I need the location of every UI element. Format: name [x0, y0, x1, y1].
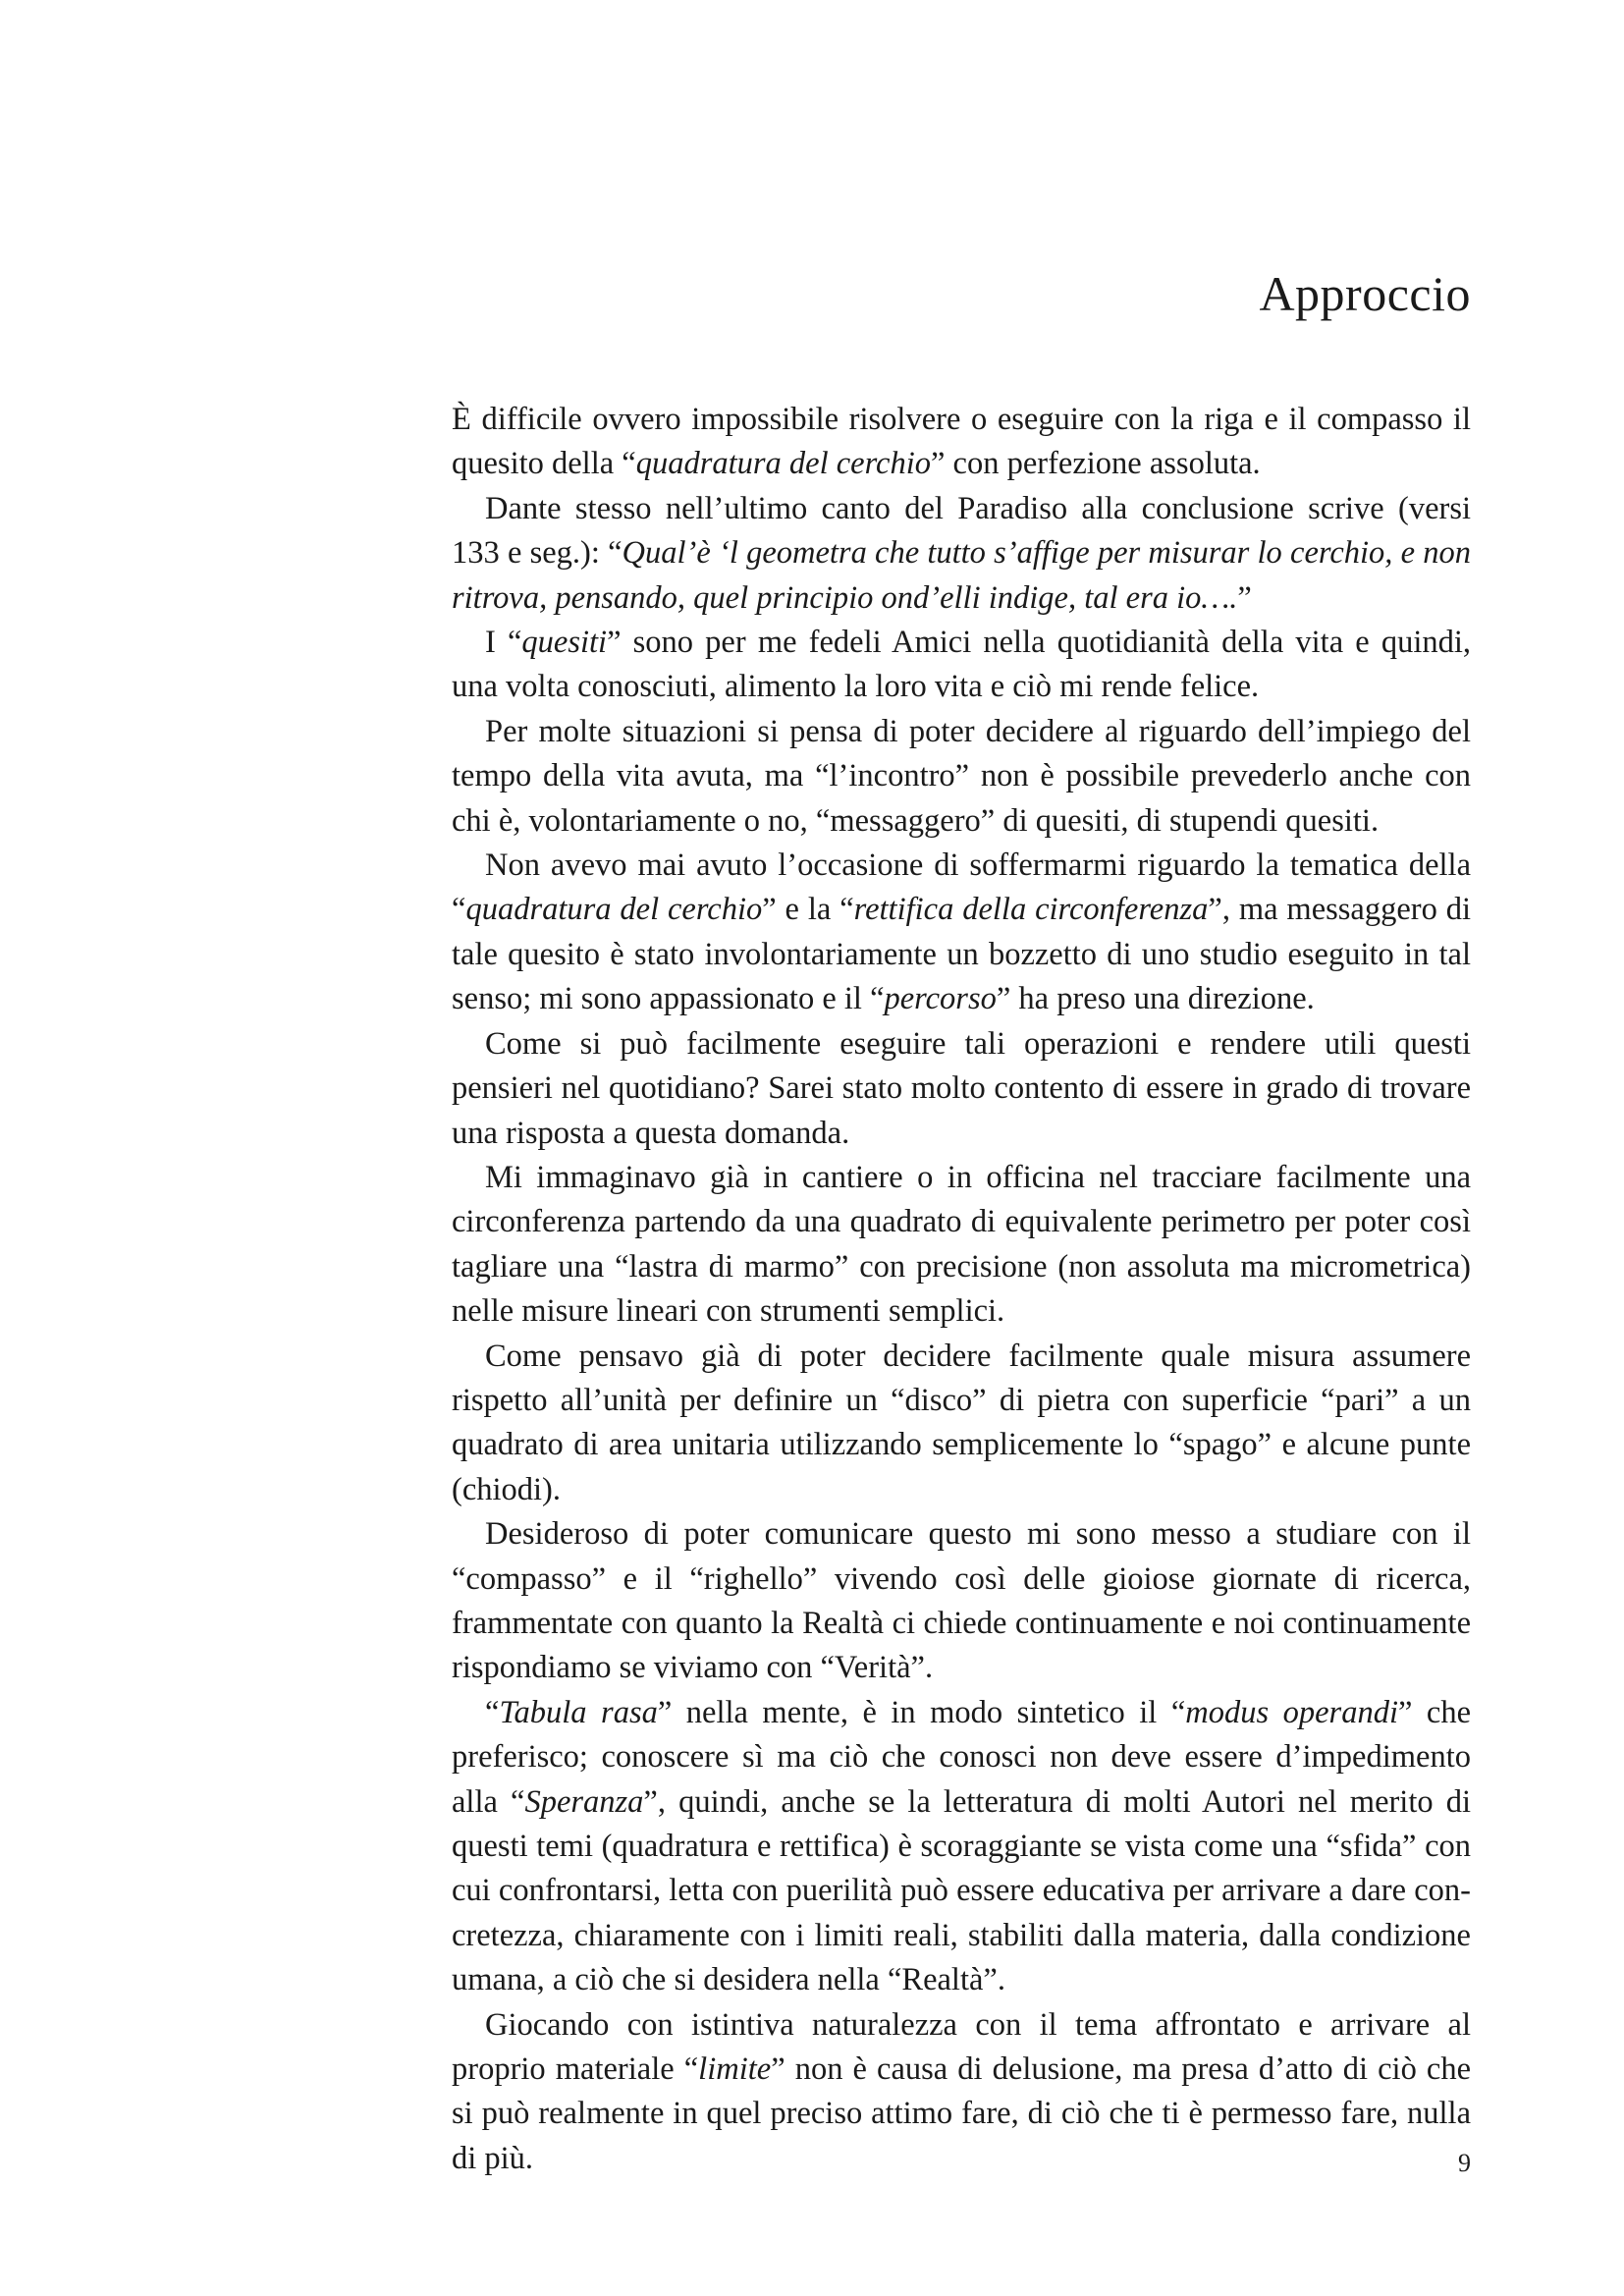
text-run: Mi immaginavo già in cantiere o in officina nel tracciare facilmente una circonferenza partendo da una quadrato di equivalente perimetro per poter così tagliare una “lastra di marmo” con precisione (non assoluta ma micrometrica) nelle misure lineari con strumenti semplici. [452, 1159, 1471, 1330]
text-run: ” con perfezione assoluta. [931, 446, 1261, 482]
text-run: ” sono per me fedeli Amici nella quotidianità della vita e quindi, una volta conosciuti, alimento la loro vita e ciò mi rende felice. [452, 625, 1472, 705]
text-run: ”, quindi, anche se la letteratura di molti Autori nel merito di questi temi (quadratura e rettifica) è scoraggiante se vista come una “sfida” con cui confrontarsi, letta con puerilità può essere educativa per arrivare a dare concretezza, chiaramente con i limiti reali, stabiliti dalla materia, dalla condizione umana, a ciò che si desidera nella “Realtà”. [452, 1783, 1471, 1998]
italic-text: Qual’è ‘l geometra che tutto s’affige per misurar lo cerchio, e non ritrova, pensando, quel principio ond’elli indige, tal era io…. [452, 535, 1471, 616]
text-run: Desideroso di poter comunicare questo mi sono messo a studiare con il “compasso” e il “righello” vivendo così delle gioiose giornate di ricerca, frammentate con quanto la Realtà ci chiede continuamente e noi continuamente rispondiamo se viviamo con “Verità”. [452, 1516, 1471, 1686]
text-run: ”, ma messaggero di tale quesito è stato involontariamente un bozzetto di uno studio eseguito in tal senso; mi sono appassionato e il “ [452, 892, 1472, 1017]
text-run: È difficile ovvero impossibile risolvere o eseguire con la riga e il compasso il quesito della “ [452, 402, 1471, 482]
paragraph [452, 1022, 1471, 1156]
paragraph [452, 487, 1471, 621]
italic-text: Tabula rasa [499, 1694, 658, 1730]
text-run: Come si può facilmente eseguire tali operazioni e rendere utili questi pensieri nel quotidiano? Sarei stato molto contento di essere in grado di trovare una risposta a questa domanda. [452, 1025, 1471, 1151]
italic-text: rettifica della circonferenza [853, 892, 1209, 928]
text-run: I “ [485, 625, 522, 661]
text-run: ” non è causa di delusione, ma presa d’atto di ciò che si può realmente in quel preciso attimo fare, di ciò che ti è permesso fare, nulla di più. [452, 2051, 1472, 2176]
text-run: ” e la “ [762, 892, 854, 928]
paragraph [452, 844, 1471, 1022]
paragraph [452, 2003, 1471, 2182]
paragraph [452, 1335, 1471, 1513]
paragraph [452, 1512, 1471, 1691]
text-run: Non avevo mai avuto l’occasione di soffermarmi riguardo la tematica della “ [452, 847, 1471, 928]
text-run: Dante stesso nell’ultimo canto del Paradiso alla conclusione scrive (versi 133 e seg.): “ [452, 490, 1471, 572]
text-run: ” che preferisco; conoscere sì ma ciò che conosci non deve essere d’impedimento alla “ [452, 1694, 1472, 1820]
text-run: Come pensavo già di poter decidere facilmente quale misura assumere rispetto all’unità per definire un “disco” di pietra con superficie “pari” a un quadrato di area unitaria utilizzando semplicemente lo “spago” e alcune punte (chiodi). [452, 1338, 1471, 1507]
italic-text: Speranza [524, 1783, 644, 1820]
body-text [452, 398, 1471, 2181]
italic-text: percorso [884, 981, 997, 1017]
italic-text: modus operandi [1185, 1694, 1398, 1730]
paragraph [452, 710, 1471, 844]
text-run: Per molte situazioni si pensa di poter decidere al riguardo dell’impiego del tempo della vita avuta, ma “l’incontro” non è possibile prevederlo anche con chi è, volontariamente o no, “messaggero” di quesiti, di stupendi quesiti. [452, 713, 1471, 839]
paragraph [452, 1691, 1471, 2003]
paragraph [452, 398, 1471, 487]
italic-text: quadratura del cerchio [465, 892, 763, 928]
italic-text: quadratura del cerchio [635, 446, 931, 482]
italic-text: quesiti [521, 625, 608, 661]
italic-text: limite [698, 2051, 772, 2088]
text-run: ” ha preso una direzione. [996, 981, 1315, 1017]
text-run: “ [485, 1694, 500, 1730]
paragraph [452, 621, 1471, 710]
text-run: ” nella mente, è in modo sintetico il “ [657, 1694, 1186, 1730]
text-run: ” [1237, 579, 1252, 616]
text-run: Giocando con istintiva naturalezza con il tema affrontato e arrivare al proprio materiale “ [452, 2006, 1471, 2088]
page-number: 9 [1458, 2149, 1471, 2177]
paragraph [452, 1156, 1471, 1335]
chapter-title: Approccio [1259, 266, 1471, 321]
